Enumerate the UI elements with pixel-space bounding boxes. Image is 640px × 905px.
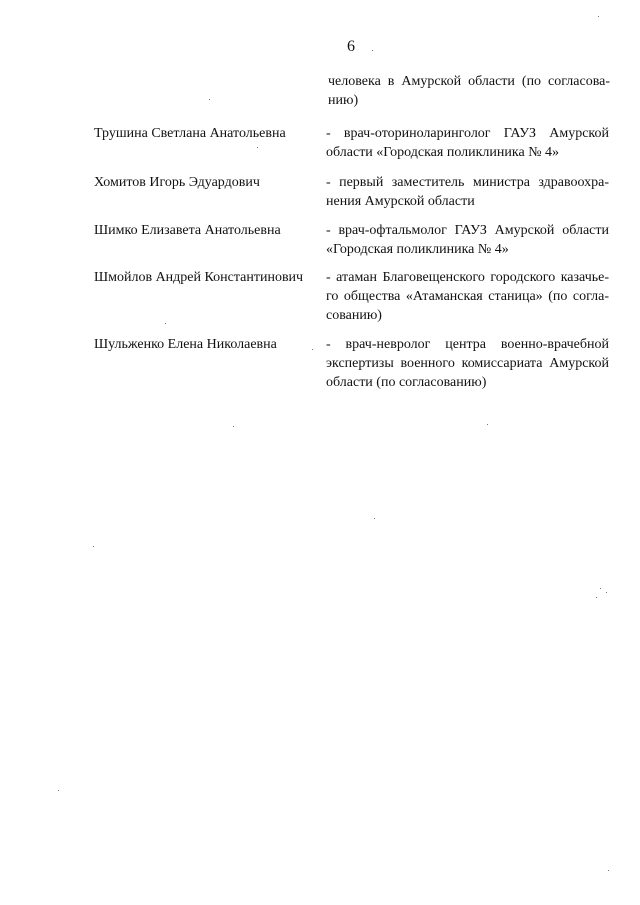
scan-speck [233,426,234,427]
scan-speck [608,870,609,871]
entry-description: - врач-офтальмолог ГАУЗ Амурской области «Городская поликлиника № 4» [326,223,609,257]
continuation-text: человека в Амурской области (по согласова-нию) [328,74,610,108]
page-number: 6 [347,38,355,55]
scan-speck [58,790,59,791]
scan-speck [165,323,166,324]
entry-name: Шмойлов Андрей Константинович [94,270,304,285]
scan-speck [487,424,488,425]
entry-name: Хомитов Игорь Эдуардович [94,175,260,190]
scan-speck [312,349,313,350]
scan-speck [606,592,607,593]
entry-name: Шимко Елизавета Анатольевна [94,223,281,238]
entry-name: Трушина Светлана Анатольевна [94,126,286,141]
scan-speck [600,588,601,589]
entry-description: - первый заместитель министра здравоохра-нения Амурской области [326,175,609,209]
entry-name: Шульженко Елена Николаевна [94,337,277,352]
scan-speck [209,99,210,100]
entry-description: - врач-невролог центра военно-врачебной экспертизы военного комиссариата Амурской области (по согласованию) [326,337,609,390]
scan-speck [374,518,375,519]
entry-description: - атаман Благовещенского городского казачье-го общества «Атаманская станица» (по согла-сованию) [326,270,609,323]
scan-speck [93,546,94,547]
scan-speck [598,16,599,17]
scan-speck [596,597,597,598]
scan-speck [257,147,258,148]
scan-speck [372,50,373,51]
entry-description: - врач-оториноларинголог ГАУЗ Амурской области «Городская поликлиника № 4» [326,126,609,160]
